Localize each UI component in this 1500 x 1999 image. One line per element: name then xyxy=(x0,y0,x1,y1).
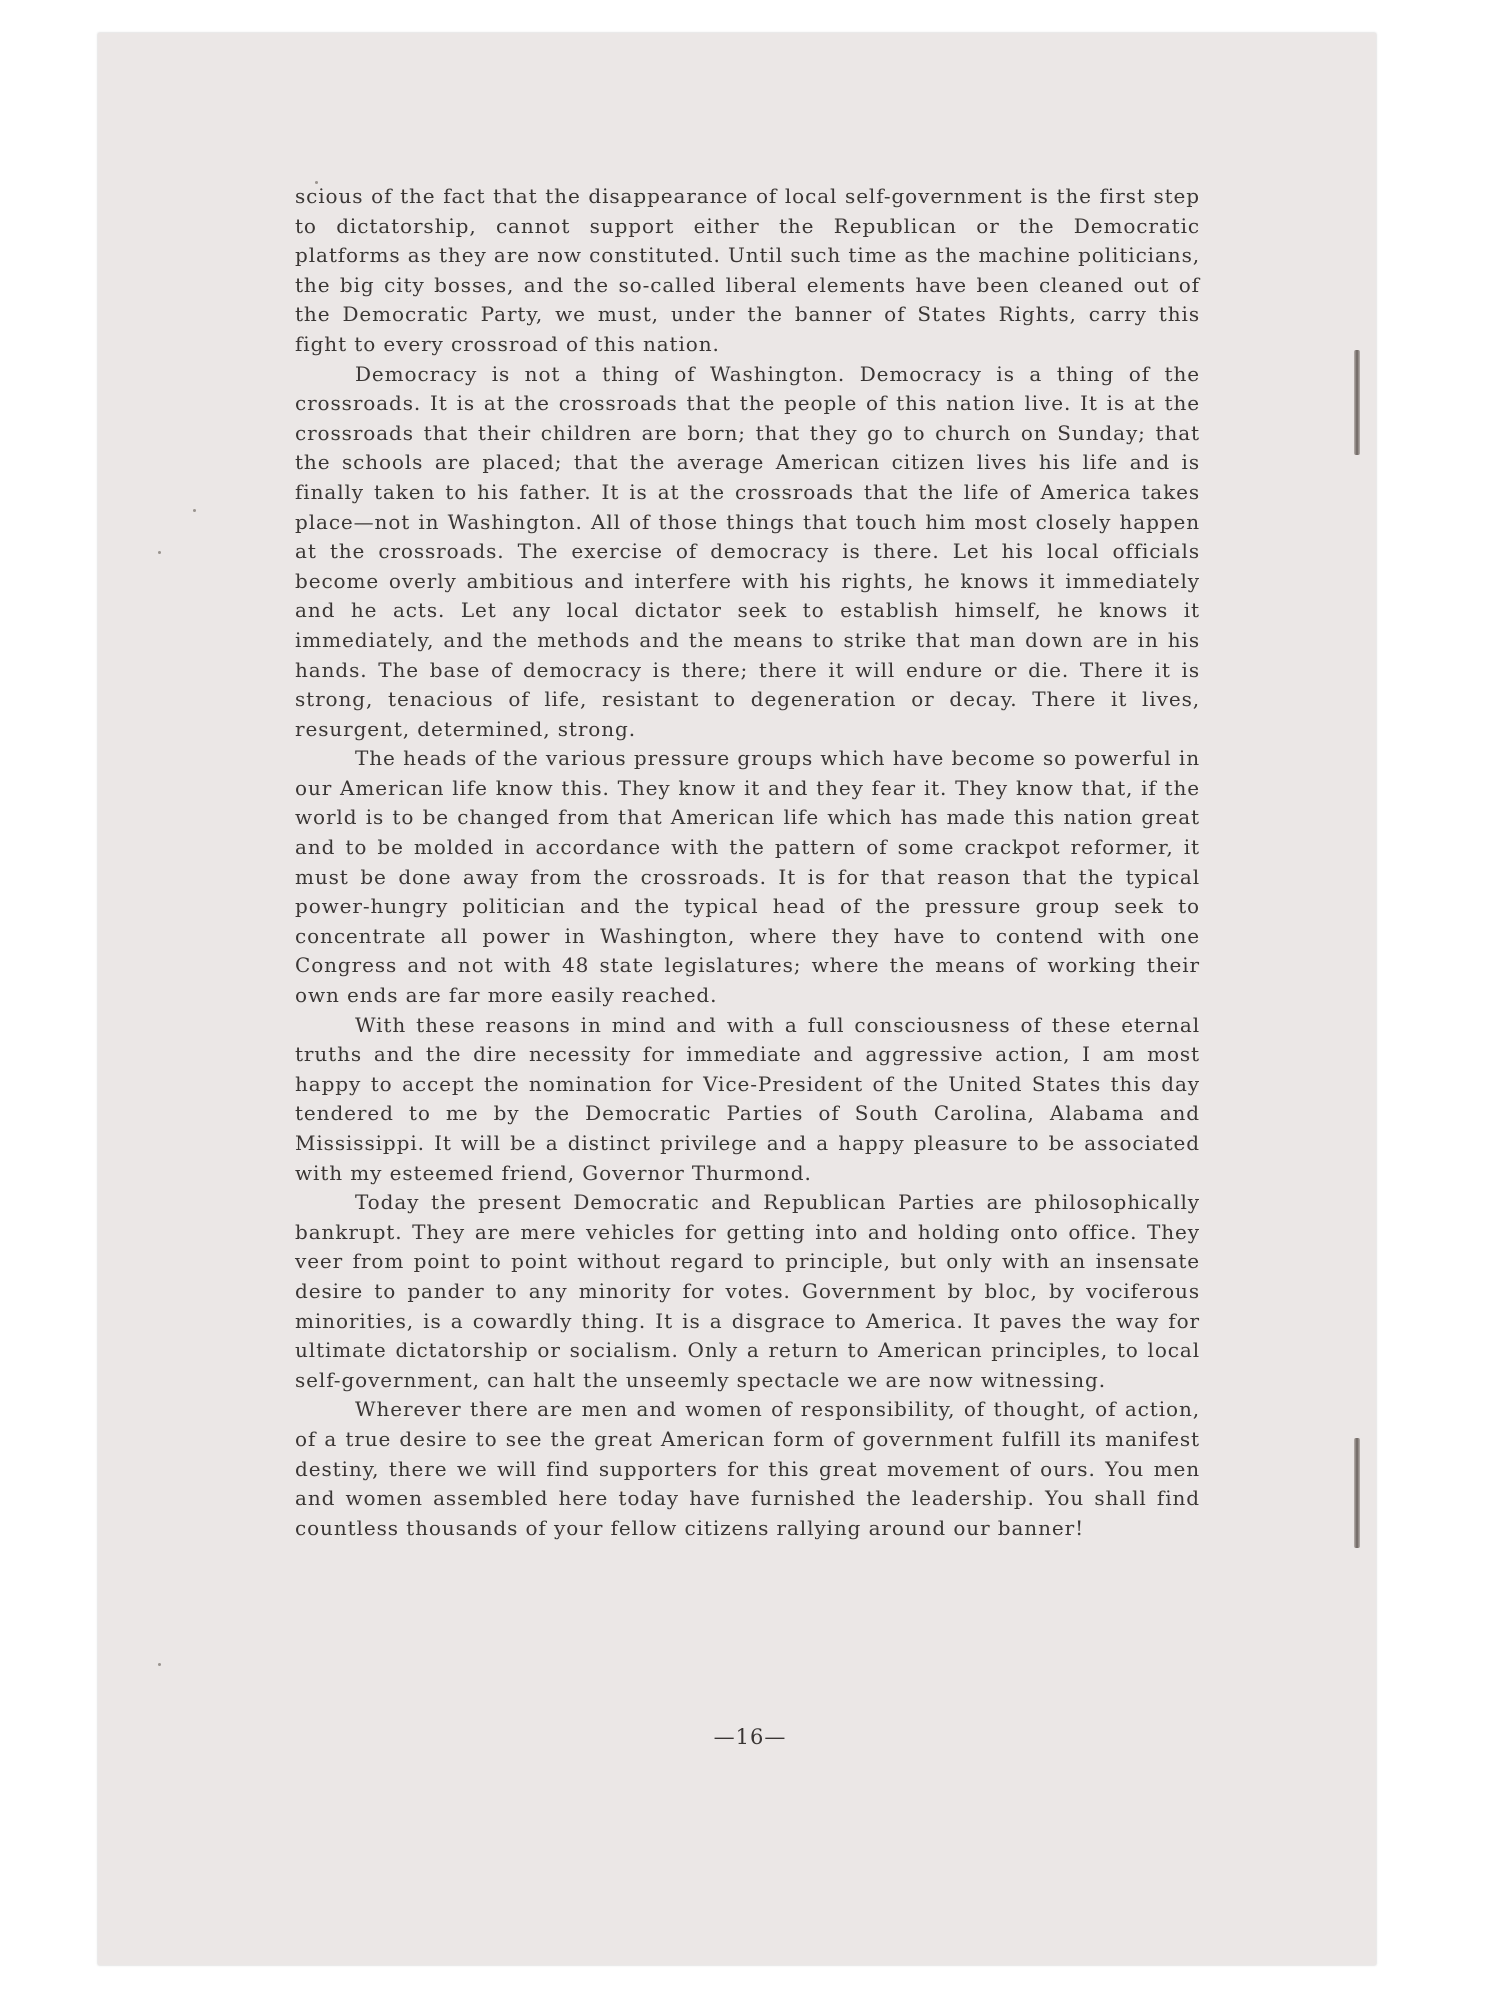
page-number: —16— xyxy=(713,1725,787,1749)
paper-speck xyxy=(158,551,161,554)
paper-speck xyxy=(193,509,196,512)
paragraph: scious of the fact that the disappearance of local self-government is the first step to dictatorship, cannot support either the Republican or the Democratic platforms as they are now constituted. Until such time as the machine politicians, the big city bosses, and the so-called liberal elements have been cleaned out of the Democratic Party, we must, under the banner of States Rights, carry this fight to every crossroad of this nation. xyxy=(295,184,1201,356)
paragraph: Democracy is not a thing of Washington. Democracy is a thing of the crossroads. It is at the crossroads that the people of this nation live. It is at the crossroads that their children are born; that they go to church on Sunday; that the schools are placed; that the average American citizen lives his life and is finally taken to his father. It is at the crossroads that the life of America takes place—not in Washington. All of those things that touch him most closely happen at the crossroads. The exercise of democracy is there. Let his local officials become overly ambitious and interfere with his rights, he knows it immediately and he acts. Let any local dictator seek to establish himself, he knows it immediately, and the methods and the means to strike that man down are in his hands. The base of democracy is there; there it will endure or die. There it is strong, tenacious of life, resistant to degeneration or decay. There it lives, resurgent, determined, strong. xyxy=(295,361,1200,741)
binding-staple xyxy=(1354,1438,1360,1548)
paragraph: Wherever there are men and women of responsibility, of thought, of action, of a true desire to see the great American form of government fulfill its manifest destiny, there we will find supporters for this great movement of ours. You men and women assembled here today have furnished the leadership. You shall find countless thousands of your fellow citizens rallying around our banner! xyxy=(295,1397,1200,1540)
paragraph: Today the present Democratic and Republican Parties are philosophically bankrupt. They are mere vehicles for getting into and holding onto office. They veer from point to point without regard to principle, but only with an insensate desire to pander to any minority for votes. Government by bloc, by vociferous minorities, is a cowardly thing. It is a disgrace to America. It paves the way for ultimate dictatorship or socialism. Only a return to American principles, to local self-government, can halt the unseemly spectacle we are now witnessing. xyxy=(295,1190,1200,1392)
binding-staple xyxy=(1354,350,1360,455)
paragraph: With these reasons in mind and with a full consciousness of these eternal truths and the dire necessity for immediate and aggressive action, I am most happy to accept the nomination for Vice-President of the United States this day tendered to me by the Democratic Parties of South Carolina, Alabama and Mississippi. It will be a distinct privilege and a happy pleasure to be associated with my esteemed friend, Governor Thurmond. xyxy=(295,1012,1200,1185)
document-body xyxy=(295,182,1200,1543)
paper-speck xyxy=(158,1663,161,1666)
paragraph: The heads of the various pressure groups which have become so powerful in our American life know this. They know it and they fear it. They know that, if the world is to be changed from that American life which has made this nation great and to be molded in accordance with the pattern of some crackpot reformer, it must be done away from the crossroads. It is for that reason that the typical power-hungry politician and the typical head of the pressure group seek to concentrate all power in Washington, where they have to contend with one Congress and not with 48 state legislatures; where the means of working their own ends are far more easily reached. xyxy=(295,746,1200,1008)
